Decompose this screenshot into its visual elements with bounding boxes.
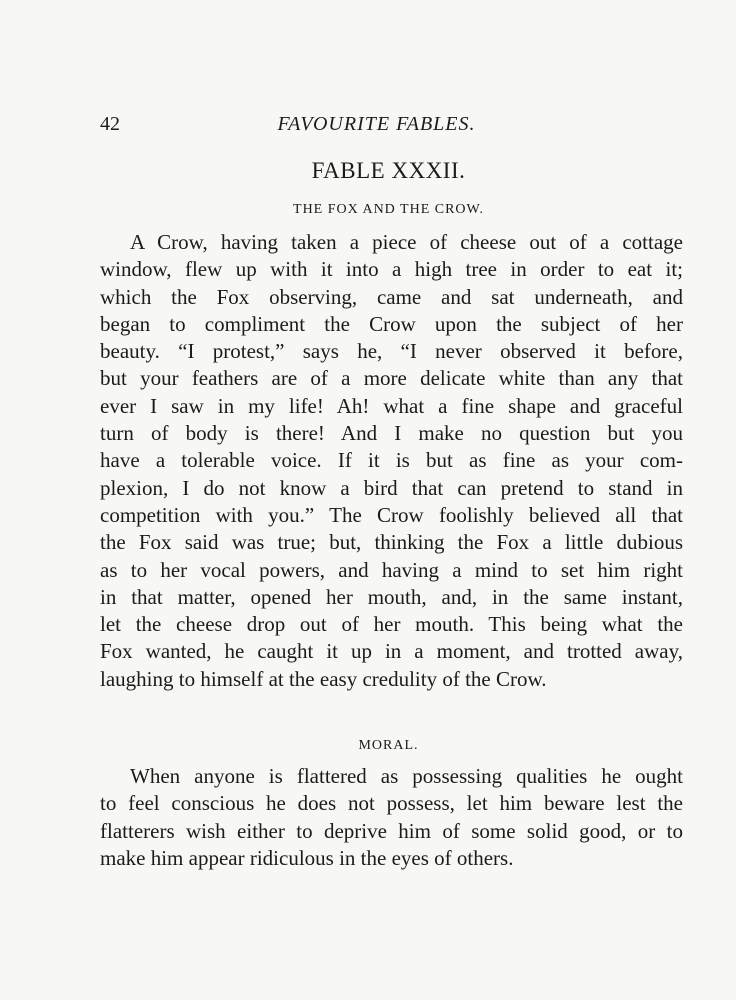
fable-line: but your feathers are of a more delicate white than any that — [100, 366, 683, 391]
running-head — [100, 113, 653, 137]
fable-number: FABLE XXXII. — [311, 158, 466, 183]
moral-line: When anyone is flattered as possessing qualities he ought — [130, 764, 683, 788]
moral-text — [100, 763, 683, 872]
fable-line: window, flew up with it into a high tree in order to eat it; — [100, 257, 683, 282]
fable-line: the Fox said was true; but, thinking the Fox a little dubious — [100, 530, 683, 555]
fable-text — [100, 229, 683, 693]
moral-line: make him appear ridiculous in the eyes of others. — [100, 845, 514, 870]
fable-line: ever I saw in my life! Ah! what a fine shape and graceful — [100, 393, 683, 418]
fable-line: let the cheese drop out of her mouth. This being what the — [100, 612, 683, 637]
fable-line: laughing to himself at the easy credulity of the Crow. — [100, 666, 547, 691]
fable-title: THE FOX AND THE CROW. — [293, 202, 484, 217]
fable-line: began to compliment the Crow upon the subject of her — [100, 311, 683, 336]
fable-line: as to her vocal powers, and having a mind to set him right — [100, 557, 683, 582]
fable-line: Fox wanted, he caught it up in a moment, and trotted away, — [100, 639, 683, 664]
fable-line: beauty. “I protest,” says he, “I never observed it before, — [100, 339, 683, 364]
fable-line: in that matter, opened her mouth, and, in the same instant, — [100, 584, 683, 609]
page-number: 42 — [100, 113, 120, 135]
moral-line: to feel conscious he does not possess, let him beware lest the — [100, 791, 683, 816]
fable-line: which the Fox observing, came and sat underneath, and — [100, 284, 683, 309]
fable-line: competition with you.” The Crow foolishly believed all that — [100, 502, 683, 527]
running-title: FAVOURITE FABLES. — [277, 113, 476, 135]
moral-line: flatterers wish either to deprive him of some solid good, or to — [100, 818, 683, 843]
fable-line: A Crow, having taken a piece of cheese out of a cottage — [130, 230, 683, 254]
fable-line: turn of body is there! And I make no question but you — [100, 421, 683, 446]
fable-line: have a tolerable voice. If it is but as fine as your com- — [100, 448, 683, 473]
moral-heading: MORAL. — [358, 738, 419, 753]
fable-line: plexion, I do not know a bird that can pretend to stand in — [100, 475, 683, 500]
